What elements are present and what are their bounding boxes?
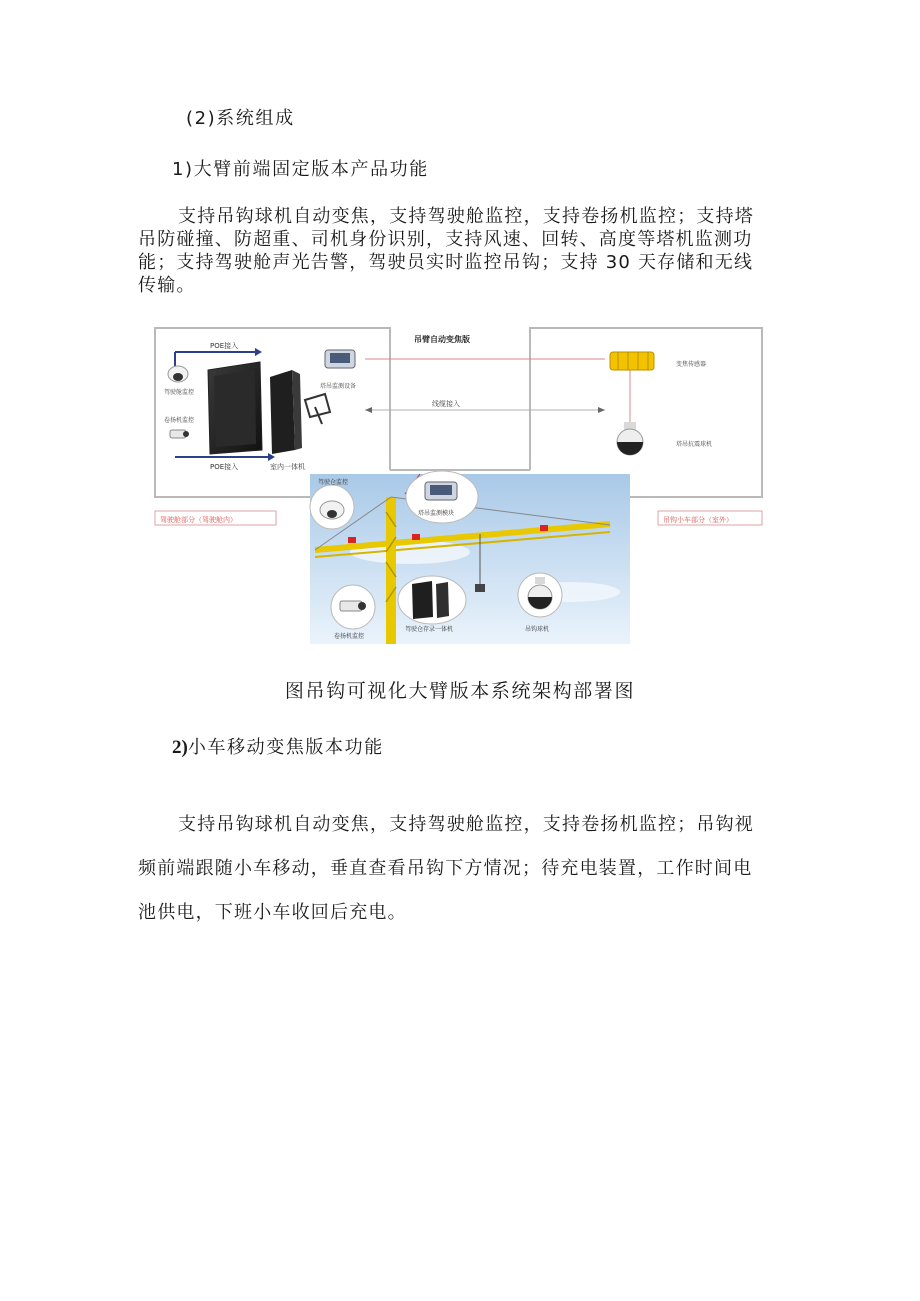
callout-hook-camera	[518, 573, 562, 617]
figure-caption: 图吊钩可视化大臂版本系统架构部署图	[284, 680, 636, 702]
para1-line: 传输。	[138, 275, 196, 296]
section-heading: (2)系统组成	[186, 108, 295, 129]
tower-monitor-device-icon	[325, 350, 355, 368]
label-bottom-tower-mon: 塔吊监测模块	[418, 510, 455, 517]
label-poe-bottom: POE接入	[210, 463, 239, 471]
subsection-2-text: 小车移动变焦版本功能	[187, 737, 384, 758]
zoom-sensor-icon	[610, 352, 654, 370]
para2-line: 池供电，下班小车收回后充电。	[138, 902, 407, 923]
winch-camera-icon	[170, 430, 189, 438]
paragraph-1	[138, 205, 784, 297]
monitor-icon	[208, 362, 262, 454]
para2-line: 频前端跟随小车移动，垂直查看吊钩下方情况；待充电装置，工作时间电	[138, 858, 753, 879]
ball-camera-icon	[617, 422, 643, 455]
zone-label-trolley: 吊钩小车部分（室外）	[663, 516, 733, 524]
para1-line: 吊防碰撞、防超重、司机身份识别，支持风速、回转、高度等塔机监测功	[138, 229, 753, 250]
label-poe-top: POE接入	[210, 342, 239, 350]
paragraph-2	[138, 803, 784, 935]
architecture-figure	[150, 322, 770, 644]
callout-winch-camera	[331, 585, 375, 629]
para2-line: 支持吊钩球机自动变焦，支持驾驶舱监控，支持卷扬机监控；吊钩视	[178, 814, 754, 835]
label-cab-cam: 驾驶舱监控	[164, 389, 195, 396]
bracket-icon	[305, 394, 330, 424]
subsection-heading-2	[172, 733, 384, 759]
architecture-diagram	[150, 322, 770, 644]
subsection-heading-1: 1)大臂前端固定版本产品功能	[172, 159, 429, 180]
zone-label-cab: 驾驶舱部分（驾驶舱内）	[160, 516, 237, 524]
label-bottom-winch-cam: 卷扬机监控	[334, 633, 365, 640]
label-ball-cam: 塔吊抗震球机	[676, 441, 713, 448]
callout-cab-camera	[310, 485, 354, 529]
label-bottom-cab-cam: 驾驶仓监控	[318, 479, 349, 486]
label-zoom-sensor: 变焦传感器	[676, 361, 707, 368]
label-wire-access: 线缆接入	[432, 400, 460, 408]
cab-camera-icon	[168, 366, 188, 382]
callout-storage-unit	[398, 576, 466, 624]
label-bottom-storage: 驾驶仓存录一体机	[405, 626, 454, 633]
label-tower-monitor: 塔吊监测设备	[320, 383, 357, 390]
label-winch-cam: 卷扬机监控	[164, 417, 195, 424]
label-bottom-hook-cam: 吊钩球机	[525, 626, 550, 633]
para1-line: 支持吊钩球机自动变焦，支持驾驶舱监控，支持卷扬机监控；支持塔	[178, 206, 754, 227]
figure-title: 吊臂自动变焦版	[414, 335, 470, 344]
para1-line: 能；支持驾驶舱声光告警，驾驶员实时监控吊钩；支持 30 天存储和无线	[138, 252, 754, 273]
indoor-unit-icon	[270, 370, 302, 454]
subsection-2-number: 2)	[172, 737, 188, 758]
label-indoor-unit: 室内一体机	[270, 463, 305, 471]
